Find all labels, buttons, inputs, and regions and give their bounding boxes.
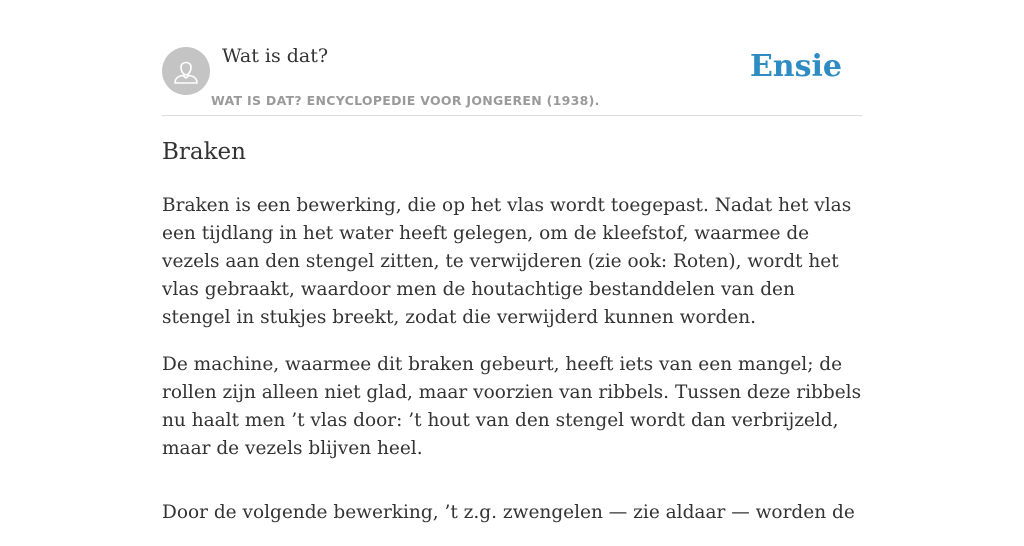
header — [162, 0, 862, 116]
paragraph: Door de volgende bewerking, ’t z.g. zwengelen — zie aldaar — worden de — [162, 502, 855, 523]
paragraph: De machine, waarmee dit braken gebeurt, heeft iets van een mangel; de rollen zijn alleen niet glad, maar voorzien van ribbels. Tussen deze ribbels nu haalt men ’t vlas door: ’t hout van den stengel wordt dan verbrijzeld, maar de vezels blijven heel. — [162, 354, 862, 459]
brand-logo[interactable]: Ensie — [749, 49, 842, 84]
book-subtitle: WAT IS DAT? ENCYCLOPEDIE VOOR JONGEREN (1938). — [211, 93, 600, 108]
paragraph: Braken is een bewerking, die op het vlas wordt toegepast. Nadat het vlas een tijdlang in het water heeft gelegen, om de kleefstof, waarmee de vezels aan den stengel zitten, te verwijderen (zie ook: Roten), wordt het vlas gebraakt, waardoor men de houtachtige bestanddelen van den stengel in stukjes breekt, zodat die verwijderd kunnen worden. — [162, 195, 852, 328]
article-title: Braken — [162, 139, 246, 165]
user-silhouette-icon[interactable] — [162, 47, 210, 95]
book-title[interactable]: Wat is dat? — [222, 45, 329, 67]
article-body — [162, 192, 867, 546]
